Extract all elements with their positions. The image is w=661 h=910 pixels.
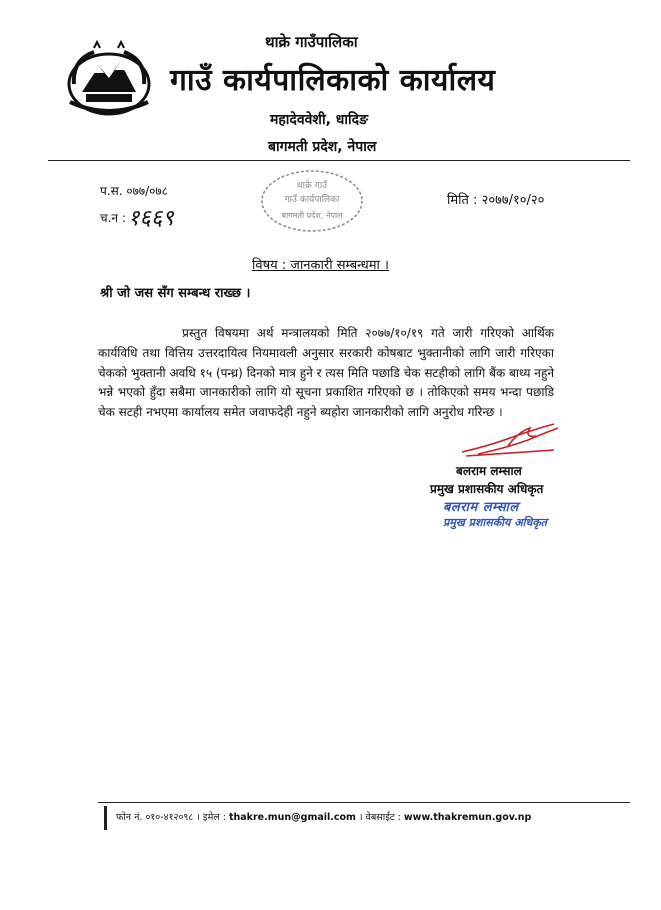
dispatch-value: १६६९: [127, 206, 174, 231]
footer-divider: [98, 802, 630, 803]
stamp-line-3: बागमती प्रदेश, नेपाल: [281, 211, 343, 220]
signatory-name: बलराम लम्साल: [456, 464, 522, 478]
letter-subject: विषय : जानकारी सम्बन्धमा ।: [252, 258, 389, 273]
stamp-line-2: गाउँ कार्यपालिका: [284, 195, 340, 205]
contact-footer: [116, 810, 531, 823]
office-address: महादेववेशी, धादिङ: [270, 112, 368, 128]
letter-body: प्रस्तुत विषयमा अर्थ मन्त्रालयको मिति २०७७/१०/१९ गते जारी गरिएको आर्थिक कार्यविधि तथा वित्तिय उत्तरदायित्व नियमावली अनुसार सरकारी कोषबाट भुक्तानीको लागि जारी गरिएका चेकको भुक्तानी अवधि १५ (पन्ध्र) दिनको मात्र हुने र त्यस मिति पछाडि चेक सटहीको लागि बैंक बाध्य नहुने भन्ने भएको हुँदा सबैमा जानकारीको लागि यो सूचना प्रकाशित गरिएको छ । तोकिएको समय भन्दा पछाडि चेक सटही नभएमा कार्यालय समेत जवाफदेही नहुने ब्यहोरा जानकारीको लागि अनुरोध गरिन्छ ।: [98, 326, 554, 420]
stamp-line-1: थाक्रे गाउँ: [296, 181, 328, 191]
footer-bar: [104, 806, 107, 830]
footer-website: www.thakremun.gov.np: [403, 812, 532, 823]
office-title: गाउँ कार्यपालिकाको कार्यालय: [170, 63, 496, 98]
header-divider: [48, 160, 630, 161]
letter-reference-number: प.स. ०७७/०७८: [100, 184, 168, 198]
dispatch-number: [100, 202, 174, 232]
municipality-name: थाक्रे गाउँपालिका: [265, 33, 358, 51]
signatory-name-stamp: [443, 497, 547, 530]
footer-email: thakre.mun@gmail.com: [228, 812, 356, 823]
stamp-signatory-name: बलराम लम्साल: [443, 500, 519, 515]
stamp-signatory-title: प्रमुख प्रशासकीय अधिकृत: [443, 516, 547, 529]
office-seal-stamp: [258, 168, 366, 234]
letter-salutation: श्री जो जस सँग सम्बन्ध राख्छ ।: [100, 286, 251, 301]
signatory-title: प्रमुख प्रशासकीय अधिकृत: [430, 482, 544, 496]
footer-phone: फोन नं. ०१०-४१२०९८ । इमेल :: [116, 812, 226, 823]
province-address: बागमती प्रदेश, नेपाल: [268, 139, 377, 155]
footer-website-label: । वेबसाईट :: [358, 812, 401, 823]
dispatch-label: च.न :: [100, 211, 126, 225]
nepal-emblem-icon: [64, 40, 154, 116]
letter-date: मिति : २०७७/१०/२०: [447, 193, 545, 208]
signature-mark: [458, 420, 562, 460]
